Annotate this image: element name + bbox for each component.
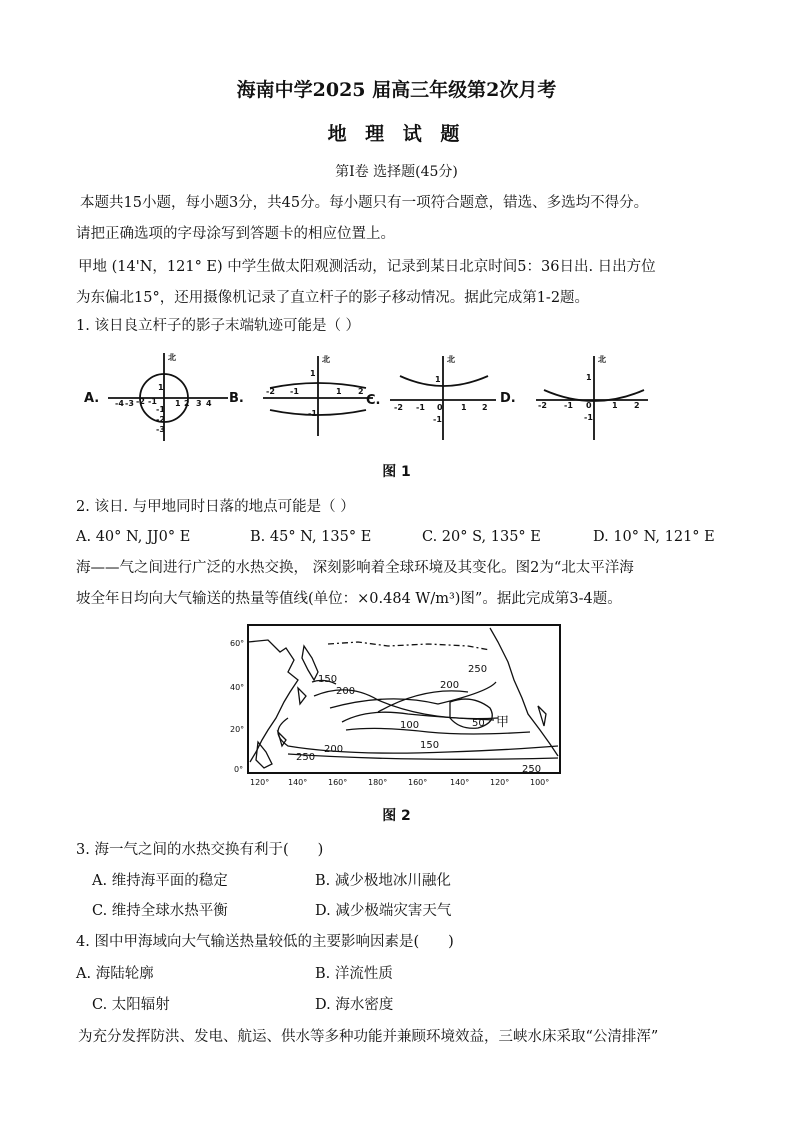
b-y-tick: -1	[308, 409, 317, 418]
figure-1	[78, 348, 658, 443]
lat-label: 20°	[230, 725, 245, 734]
section-title: 第Ⅰ卷 选择题(45分)	[335, 164, 458, 180]
q2-option-a: A. 40° N, JJ0° E	[76, 529, 191, 545]
lon-label: 100°	[530, 778, 550, 787]
contour-label: 150	[420, 740, 440, 751]
contour-label: 150	[318, 674, 338, 685]
lon-label: 160°	[328, 778, 348, 787]
option-label-d: D.	[500, 391, 516, 406]
d-x-tick: -2	[538, 401, 547, 410]
q2-option-c: C. 20° S, 135° E	[422, 529, 541, 545]
q4-stem: 4. 图中甲海域向大气输送热量较低的主要影响因素是( )	[76, 934, 454, 950]
d-y-tick: -1	[584, 413, 593, 422]
contour-label: 250	[522, 764, 542, 775]
lon-label: 140°	[288, 778, 308, 787]
north-label-b: 北	[322, 355, 330, 364]
lat-label: 0°	[234, 765, 244, 774]
q4-option-a: A. 海陆轮廓	[76, 966, 154, 982]
d-x-tick: 2	[634, 401, 640, 410]
contour-label: 200	[440, 680, 460, 691]
passage1-line-2: 为东偏北15°，还用摄像机记录了直立杆子的影子移动情况。据此完成第1-2题。	[76, 290, 590, 306]
passage2-line-1: 海——气之间进行广泛的水热交换， 深刻影响着全球环境及其变化。图2为“北太平洋海	[76, 560, 634, 576]
north-label-c: 北	[447, 355, 455, 364]
q4-option-c: C. 太阳辐射	[92, 997, 170, 1013]
lon-label: 120°	[250, 778, 270, 787]
q3-stem: 3. 海一气之间的水热交换有利于( )	[76, 842, 324, 858]
lon-label: 160°	[408, 778, 428, 787]
b-x-tick: 2	[358, 387, 364, 396]
q3-option-a: A. 维持海平面的稳定	[92, 873, 228, 889]
figure-2-map	[228, 622, 568, 790]
contour-label: 200	[324, 744, 344, 755]
contour-label: 200	[336, 686, 356, 697]
page-title: 海南中学2025 届高三年级第2次月考	[236, 79, 557, 101]
d-x-tick: 0	[586, 401, 592, 410]
contour-label: 50	[472, 718, 485, 729]
passage1-line-1: 甲地 (14'N，121° E) 中学生做太阳观测活动，记录到某日北京时间5：36日出. 日出方位	[78, 259, 656, 275]
q1-stem: 1. 该日良立杆子的影子末端轨迹可能是（ ）	[76, 318, 361, 334]
contour-label: 250	[468, 664, 488, 675]
q3-option-b: B. 减少极地冰川融化	[315, 873, 451, 889]
q2-option-b: B. 45° N, 135° E	[250, 529, 372, 545]
instructions-line-2: 请把正确选项的字母涂写到答题卡的相应位置上。	[76, 226, 395, 242]
c-x-tick: 2	[482, 403, 488, 412]
north-label-d: 北	[598, 355, 606, 364]
b-x-tick: -2	[266, 387, 275, 396]
c-y-tick: 1	[435, 375, 441, 384]
q2-option-d: D. 10° N, 121° E	[593, 529, 715, 545]
lat-label: 60°	[230, 639, 245, 648]
a-x-tick: -1	[148, 397, 157, 406]
a-x-tick: 4	[206, 399, 212, 408]
figure-1-caption: 图 1	[382, 464, 411, 480]
q3-option-c: C. 维持全球水热平衡	[92, 903, 228, 919]
d-y-tick: 1	[586, 373, 592, 382]
lon-label: 140°	[450, 778, 470, 787]
lon-label: 120°	[490, 778, 510, 787]
a-x-tick: -4	[115, 399, 124, 408]
passage3-line-1: 为充分发挥防洪、发电、航运、供水等多种功能并兼顾环境效益，三峡水床采取“公清排浑”	[78, 1029, 659, 1045]
q4-option-b: B. 洋流性质	[315, 966, 393, 982]
q4-option-d: D. 海水密度	[315, 997, 394, 1013]
c-x-tick: 0	[437, 403, 443, 412]
lat-label: 40°	[230, 683, 245, 692]
instructions-line-1: 本题共15小题，每小题3分，共45分。每小题只有一项符合题意，错选、多选均不得分。	[80, 195, 649, 211]
a-y-tick: 1	[158, 383, 164, 392]
a-y-tick: -2	[156, 415, 165, 424]
contour-label: 250	[296, 752, 316, 763]
c-x-tick: -2	[394, 403, 403, 412]
b-y-tick: 1	[310, 369, 316, 378]
option-label-a: A.	[84, 391, 100, 406]
a-x-tick: -3	[125, 399, 134, 408]
d-x-tick: -1	[564, 401, 573, 410]
north-label-a: 北	[168, 353, 176, 362]
a-y-tick: -1	[156, 405, 165, 414]
a-x-tick: -2	[136, 397, 145, 406]
figure-2-caption: 图 2	[382, 808, 411, 824]
a-x-tick: 1	[175, 399, 181, 408]
a-y-tick: -3	[156, 425, 165, 434]
a-x-tick: 3	[196, 399, 202, 408]
subject-title: 地 理 试 题	[327, 123, 466, 145]
c-x-tick: -1	[416, 403, 425, 412]
q2-stem: 2. 该日. 与甲地同时日落的地点可能是（ ）	[76, 499, 355, 515]
contour-label: 100	[400, 720, 420, 731]
a-x-tick: 2	[184, 399, 190, 408]
place-label-jia: 甲	[496, 715, 510, 730]
c-y-tick: -1	[433, 415, 442, 424]
option-label-b: B.	[229, 391, 244, 406]
c-x-tick: 1	[461, 403, 467, 412]
option-label-c: C.	[366, 393, 381, 408]
b-x-tick: 1	[336, 387, 342, 396]
b-x-tick: -1	[290, 387, 299, 396]
lon-label: 180°	[368, 778, 388, 787]
d-x-tick: 1	[612, 401, 618, 410]
passage2-line-2: 坡全年日均向大气输送的热量等值线(单位：×0.484 W/m³)图”。据此完成第3-4题。	[76, 591, 622, 607]
q3-option-d: D. 减少极端灾害天气	[315, 903, 452, 919]
